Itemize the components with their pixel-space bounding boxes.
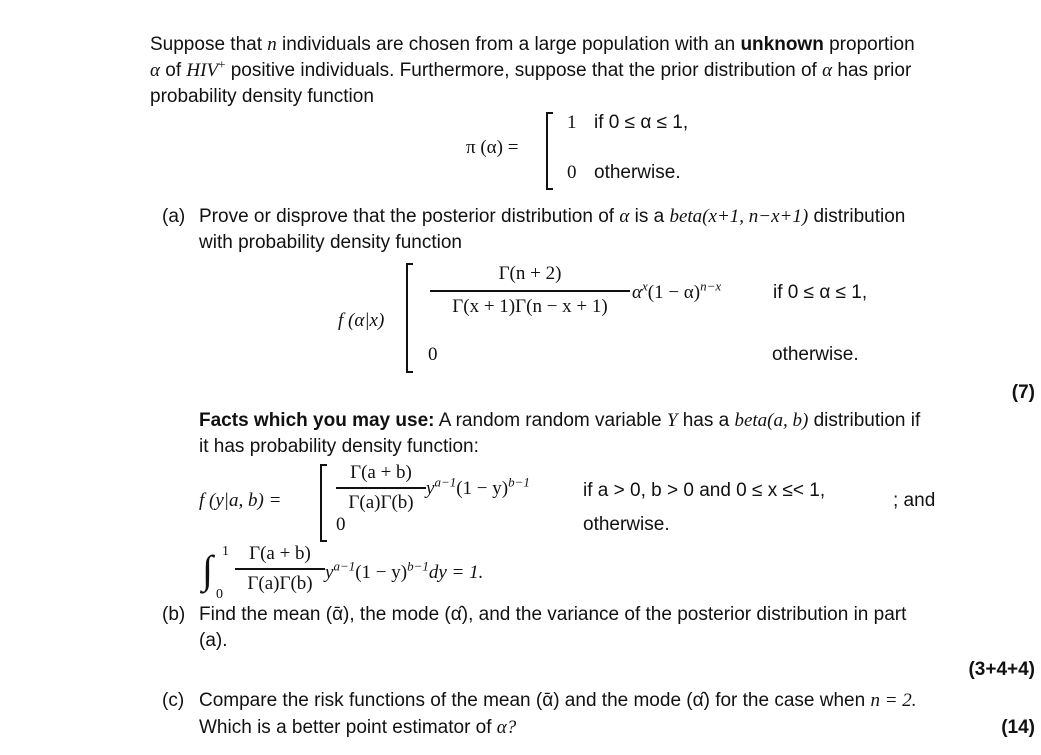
intro-line-3: probability density function <box>150 86 374 107</box>
integral-denominator: Γ(a)Γ(b) <box>247 573 313 594</box>
part-b-marks: (3+4+4) <box>968 659 1035 680</box>
beta-pdf-case1-cond: if a > 0, b > 0 and 0 ≤ x ≤< 1, <box>583 480 826 501</box>
intro-line-1: Suppose that n individuals are chosen from a large population with an unknown proportion <box>150 34 915 55</box>
beta-pdf-case2-cond: otherwise. <box>583 514 670 535</box>
part-b-line-1: Find the mean (ᾱ), the mode (α̂), and the variance of the posterior distribution in part <box>199 604 907 625</box>
prior-lhs: π (α) = <box>466 137 519 158</box>
beta-pdf-numerator: Γ(a + b) <box>350 462 412 483</box>
facts-line-1: Facts which you may use: A random random variable Y has a beta(a, b) distribution if <box>199 410 921 431</box>
part-a-line-1: Prove or disprove that the posterior distribution of α is a beta(x+1, n−x+1) distribution <box>199 206 906 227</box>
integral-numerator: Γ(a + b) <box>249 543 311 564</box>
integral-upper: 1 <box>222 544 229 559</box>
part-b-label: (b) <box>162 604 186 625</box>
prior-case2-cond: otherwise. <box>594 162 681 183</box>
posterior-fraction-bar <box>430 290 630 292</box>
posterior-case2-val: 0 <box>428 344 438 365</box>
posterior-factor: $\alpha^x(1 - \alpha)^{n-x}$ <box>632 278 722 303</box>
posterior-case1-cond: if 0 ≤ α ≤ 1, <box>773 282 868 303</box>
facts-and: ; and <box>893 490 936 511</box>
prior-case1-val: 1 <box>567 112 577 133</box>
prior-case2-val: 0 <box>567 162 577 183</box>
part-b-line-2: (a). <box>199 630 228 651</box>
beta-pdf-factor: $y^{a-1}(1 - y)^{b-1}$ <box>426 474 530 499</box>
integral-fraction-bar <box>235 568 325 570</box>
part-c-line-2: Which is a better point estimator of α? <box>199 717 517 738</box>
beta-pdf-fraction-bar <box>336 487 426 489</box>
intro-line-2: α of HIV+ positive individuals. Furthermore, suppose that the prior distribution of α has prior <box>150 56 912 81</box>
posterior-denominator: Γ(x + 1)Γ(n − x + 1) <box>452 296 608 317</box>
posterior-numerator: Γ(n + 2) <box>498 263 562 284</box>
facts-line-2: it has probability density function: <box>199 436 479 457</box>
prior-brace <box>546 112 553 190</box>
part-a-line-2: with probability density function <box>199 232 462 253</box>
beta-pdf-lhs: f (y|a, b) = <box>199 490 282 511</box>
part-a-marks: (7) <box>1011 382 1035 403</box>
part-c-line-1: Compare the risk functions of the mean (ᾱ) and the mode (α̂) for the case when n = 2. <box>199 690 917 711</box>
posterior-brace <box>406 263 413 373</box>
var-n: n <box>267 34 277 55</box>
integral-lower: 0 <box>216 587 223 602</box>
prior-case1-cond: if 0 ≤ α ≤ 1, <box>594 112 689 133</box>
integral-body: $y^{a-1}(1 - y)^{b-1}dy = 1$. <box>325 558 484 583</box>
part-c-marks: (14) <box>1001 717 1035 738</box>
beta-pdf-brace <box>320 464 327 542</box>
posterior-case2-cond: otherwise. <box>772 344 859 365</box>
part-a-label: (a) <box>162 206 186 227</box>
beta-pdf-case2-val: 0 <box>336 514 346 535</box>
integral-sign: ∫ <box>202 547 213 592</box>
part-c-label: (c) <box>162 690 185 711</box>
beta-pdf-denominator: Γ(a)Γ(b) <box>348 492 414 513</box>
posterior-lhs: f (α|x) <box>338 310 385 331</box>
